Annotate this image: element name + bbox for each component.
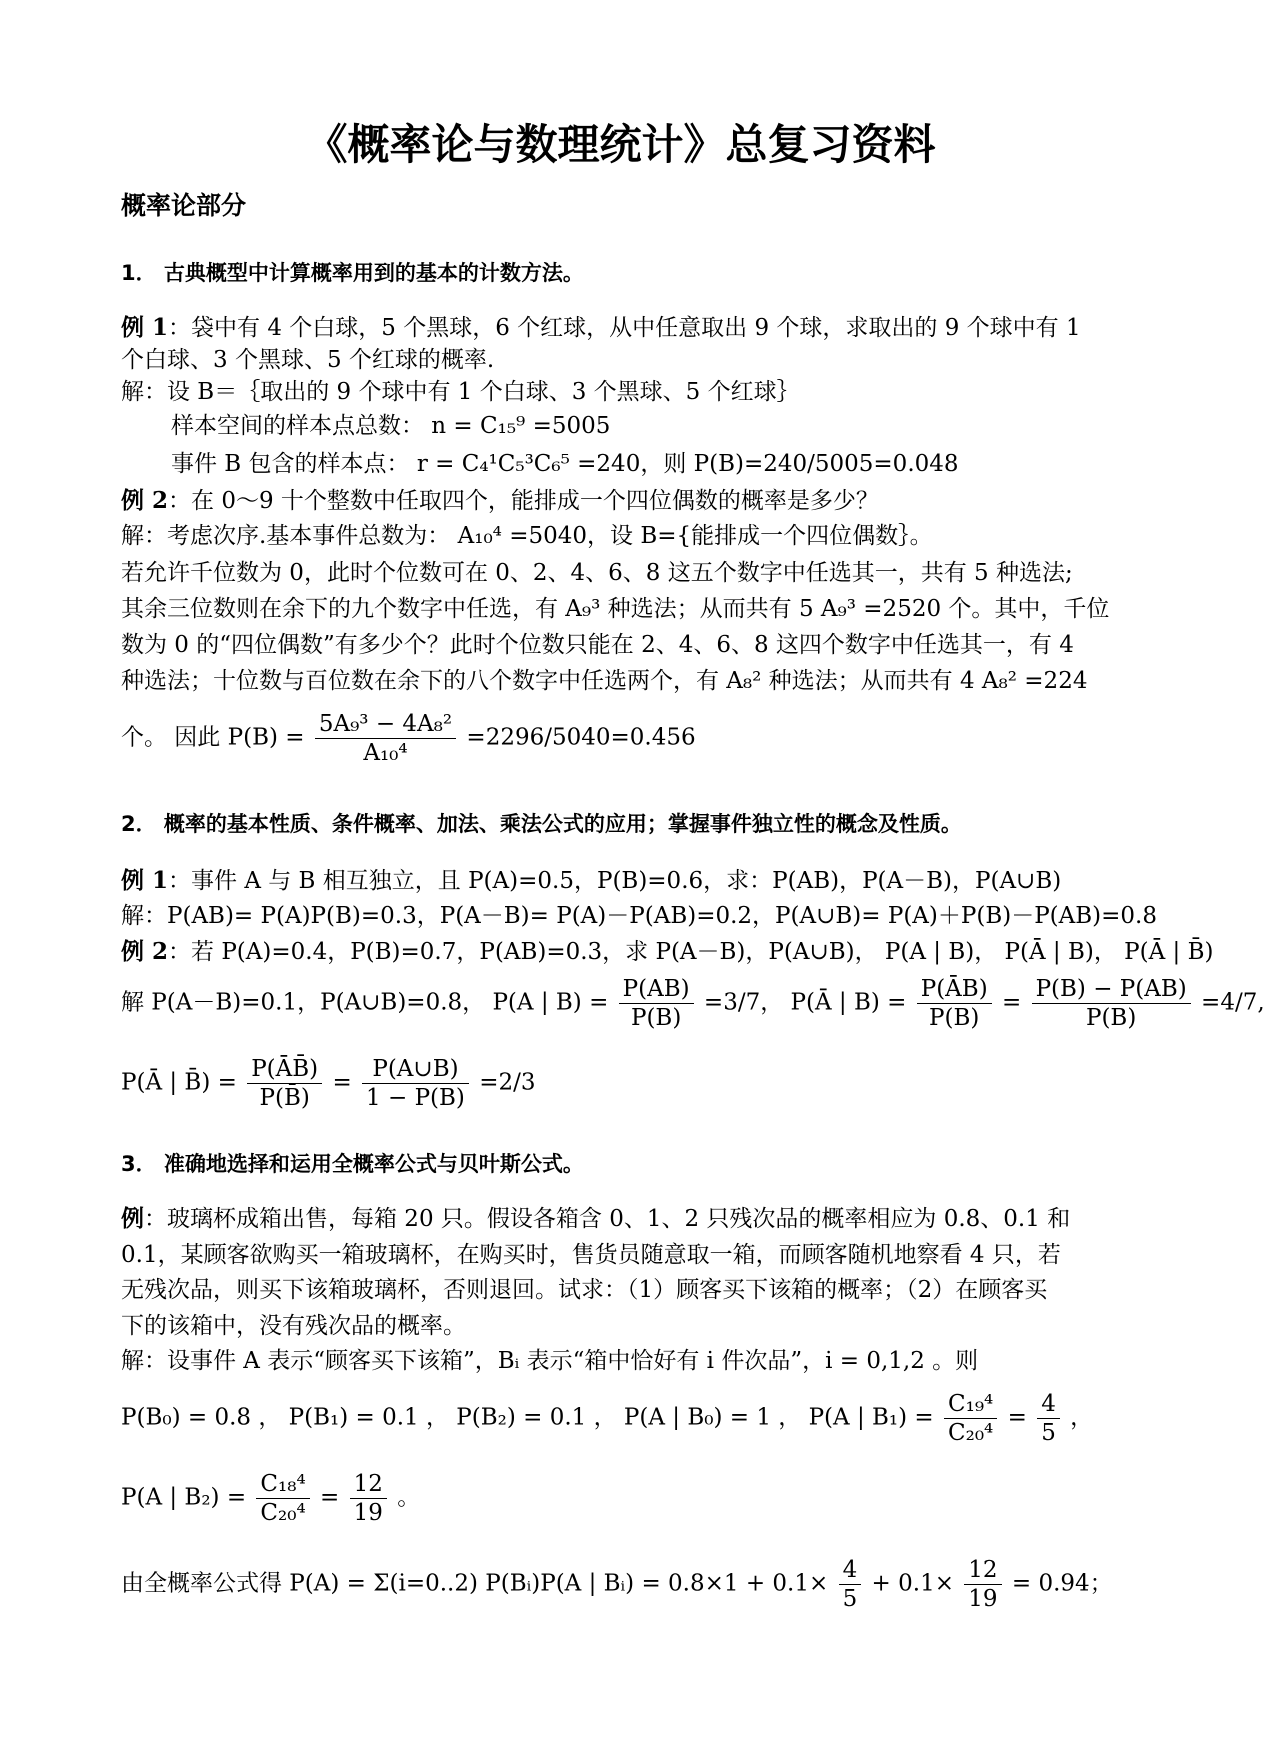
- s2-example-2-label: 例 2: [121, 938, 169, 965]
- s3-sol-line3-punct: 。: [397, 1484, 421, 1511]
- s1-solution-2-line-5: 种选法；十位数与百位数在余下的八个数字中任选两个，有 A₈² 种选法；从而共有 4 A₈² =224: [121, 668, 1088, 694]
- s2-solution-2-line-1: [121, 975, 1265, 1032]
- s2-sol2b-result: =2/3: [479, 1069, 536, 1096]
- s2-sol2-prefix: 解 P(A－B)=0.1，P(A∪B)=0.8， P(A | B) =: [121, 989, 609, 1016]
- s3-example-label: 例: [121, 1205, 144, 1232]
- fraction-numerator: 4: [839, 1556, 862, 1585]
- fraction-denominator: P(B): [630, 1005, 682, 1031]
- fraction-numerator: 4: [1037, 1390, 1060, 1419]
- s1-example-1-line-2: 个白球、3 个黑球、5 个红球的概率.: [121, 347, 495, 373]
- fraction-numerator: 12: [964, 1556, 1001, 1585]
- s2-sol2b-prefix: P(Ā | B̄) =: [121, 1069, 237, 1096]
- s1-solution-1-line-2: 样本空间的样本点总数： n = C₁₅⁹ =5005: [171, 413, 611, 439]
- fraction-numerator: 5A₉³ − 4A₈²: [315, 710, 456, 739]
- s2-sol2-middle: =3/7， P(Ā | B) =: [703, 989, 907, 1016]
- s3-sol-line2-fraction-1: [944, 1390, 997, 1447]
- fraction-denominator: 19: [968, 1586, 998, 1612]
- s1-solution-1-line-1: 解：设 B＝｛取出的 9 个球中有 1 个白球、3 个黑球、5 个红球｝: [121, 379, 800, 405]
- s2-example-1-text: ：事件 A 与 B 相互独立，且 P(A)=0.5，P(B)=0.6，求：P(AB)，P(A－B)，P(A∪B): [168, 868, 1062, 894]
- s3-example-text: ：玻璃杯成箱出售，每箱 20 只。假设各箱含 0、1、2 只残次品的概率相应为 0.8、0.1 和: [144, 1206, 1071, 1232]
- fraction-denominator: P(B): [929, 1005, 980, 1031]
- s3-sol-line2-fraction-2: [1037, 1390, 1060, 1447]
- fraction-numerator: P(AB): [619, 975, 694, 1004]
- section-1-heading: 1． 古典概型中计算概率用到的基本的计数方法。: [121, 261, 584, 285]
- s3-solution-line-1: 解：设事件 A 表示“顾客买下该箱”，Bᵢ 表示“箱中恰好有 i 件次品”，i = 0,1,2 。则: [121, 1348, 979, 1374]
- fraction-denominator: 5: [1041, 1420, 1056, 1446]
- s1-example-1-text: ：袋中有 4 个白球，5 个黑球，6 个红球，从中任意取出 9 个球，求取出的 9 个球中有 1: [168, 315, 1081, 341]
- fraction-numerator: 12: [350, 1470, 387, 1499]
- s1-solution-2-line-6: [121, 710, 696, 767]
- s1-example-1-line-1: [121, 313, 1081, 343]
- s3-sol-line4-prefix: 由全概率公式得 P(A) = Σ(i=0..2) P(Bᵢ)P(A | Bᵢ) = 0.8×1 + 0.1×: [121, 1570, 829, 1597]
- s3-sol-line3-fraction-2: [350, 1470, 387, 1527]
- fraction-denominator: A₁₀⁴: [363, 740, 408, 766]
- fraction-denominator: C₂₀⁴: [260, 1500, 306, 1526]
- fraction-denominator: 19: [353, 1500, 383, 1526]
- fraction-numerator: P(A∪B): [362, 1055, 469, 1084]
- fraction-denominator: 5: [842, 1586, 858, 1612]
- section-2-heading: 2． 概率的基本性质、条件概率、加法、乘法公式的应用；掌握事件独立性的概念及性质。: [121, 812, 962, 836]
- s1-solution-2-line-2: 若允许千位数为 0，此时个位数可在 0、2、4、6、8 这五个数字中任选其一，共有 5 种选法;: [121, 560, 1073, 586]
- s1-solution-2-line-4: 数为 0 的“四位偶数”有多少个？此时个位数只能在 2、4、6、8 这四个数字中任选其一，有 4: [121, 632, 1074, 658]
- fraction-denominator: 1 − P(B): [366, 1085, 465, 1111]
- fraction-denominator: P(B): [1085, 1005, 1137, 1031]
- s3-sol-line4-middle: + 0.1×: [871, 1570, 954, 1597]
- fraction-numerator: P(B) − P(AB): [1032, 975, 1191, 1004]
- s2-sol2-fraction-3: [1032, 975, 1191, 1032]
- part-heading: 概率论部分: [121, 191, 247, 220]
- s2-sol2-result: =4/7,: [1201, 989, 1265, 1016]
- equals-sign: =: [1001, 989, 1022, 1016]
- s1-solution-2-line-1: 解：考虑次序.基本事件总数为： A₁₀⁴ =5040，设 B={能排成一个四位偶数｝。: [121, 523, 933, 549]
- fraction-denominator: C₂₀⁴: [948, 1420, 994, 1446]
- s1-sol2-fraction: [315, 710, 456, 767]
- s3-sol-line4-fraction-2: [964, 1556, 1001, 1613]
- equals-sign: =: [1007, 1404, 1027, 1431]
- fraction-numerator: P(ĀB̄): [247, 1055, 322, 1084]
- document-title: 《概率论与数理统计》总复习资料: [305, 120, 936, 169]
- s2-example-2-text: ：若 P(A)=0.4，P(B)=0.7，P(AB)=0.3，求 P(A－B)，P(A∪B)， P(A | B)， P(Ā | B)， P(Ā | B̄): [168, 939, 1214, 965]
- s1-example-2-label: 例 2: [121, 487, 169, 514]
- s3-sol-line4-result: = 0.94；: [1011, 1570, 1113, 1597]
- s2-sol2-fraction-1: [619, 975, 694, 1032]
- s1-example-1-label: 例 1: [121, 314, 169, 341]
- s3-example-line-4: 下的该箱中，没有残次品的概率。: [121, 1313, 466, 1339]
- s2-example-1-label: 例 1: [121, 867, 169, 894]
- s3-example-line-1: [121, 1204, 1070, 1234]
- s3-example-line-2: 0.1，某顾客欲购买一箱玻璃杯，在购买时，售货员随意取一箱，而顾客随机地察看 4 只，若: [121, 1242, 1061, 1268]
- s1-solution-2-line-3: 其余三位数则在余下的九个数字中任选，有 A₉³ 种选法；从而共有 5 A₉³ =2520 个。其中，千位: [121, 596, 1110, 622]
- s1-solution-1-line-3: 事件 B 包含的样本点： r = C₄¹C₅³C₆⁵ =240，则 P(B)=240/5005=0.048: [171, 451, 959, 477]
- s1-sol2-prefix: 个。 因此 P(B) =: [121, 724, 305, 751]
- fraction-numerator: P(ĀB): [917, 975, 992, 1004]
- s2-example-1-line-1: [121, 866, 1061, 896]
- s3-sol-line4-fraction-1: [839, 1556, 862, 1613]
- s2-sol2b-fraction-1: [247, 1055, 322, 1112]
- equals-sign: =: [332, 1069, 352, 1096]
- s3-sol-line2-prefix: P(B₀) = 0.8 ， P(B₁) = 0.1 ， P(B₂) = 0.1 ， P(A | B₀) = 1 ， P(A | B₁) =: [121, 1404, 934, 1431]
- s3-sol-line2-punct: ，: [1070, 1404, 1094, 1431]
- s3-solution-line-2: [121, 1390, 1093, 1447]
- s3-solution-line-4: [121, 1556, 1113, 1613]
- s3-solution-line-3: [121, 1470, 420, 1527]
- s3-sol-line3-prefix: P(A | B₂) =: [121, 1484, 247, 1511]
- fraction-numerator: C₁₉⁴: [944, 1390, 997, 1419]
- fraction-denominator: P(B̄): [259, 1085, 310, 1111]
- s3-example-line-3: 无残次品，则买下该箱玻璃杯，否则退回。试求：（1）顾客买下该箱的概率；（2）在顾客买: [121, 1277, 1048, 1303]
- equals-sign: =: [320, 1484, 340, 1511]
- s2-solution-2-line-2: [121, 1055, 536, 1112]
- s1-example-2-text: ：在 0～9 十个整数中任取四个，能排成一个四位偶数的概率是多少？: [168, 488, 879, 514]
- s2-sol2-fraction-2: [917, 975, 992, 1032]
- s1-example-2-line-1: [121, 486, 879, 516]
- s2-example-2-line-1: [121, 937, 1213, 967]
- fraction-numerator: C₁₈⁴: [256, 1470, 309, 1499]
- section-3-heading: 3． 准确地选择和运用全概率公式与贝叶斯公式。: [121, 1152, 584, 1176]
- s2-sol2b-fraction-2: [362, 1055, 469, 1112]
- s1-sol2-result: =2296/5040=0.456: [466, 724, 696, 751]
- s2-solution-1-line-1: 解：P(AB)= P(A)P(B)=0.3，P(A－B)= P(A)－P(AB)=0.2，P(A∪B)= P(A)＋P(B)－P(AB)=0.8: [121, 903, 1157, 929]
- s3-sol-line3-fraction-1: [256, 1470, 309, 1527]
